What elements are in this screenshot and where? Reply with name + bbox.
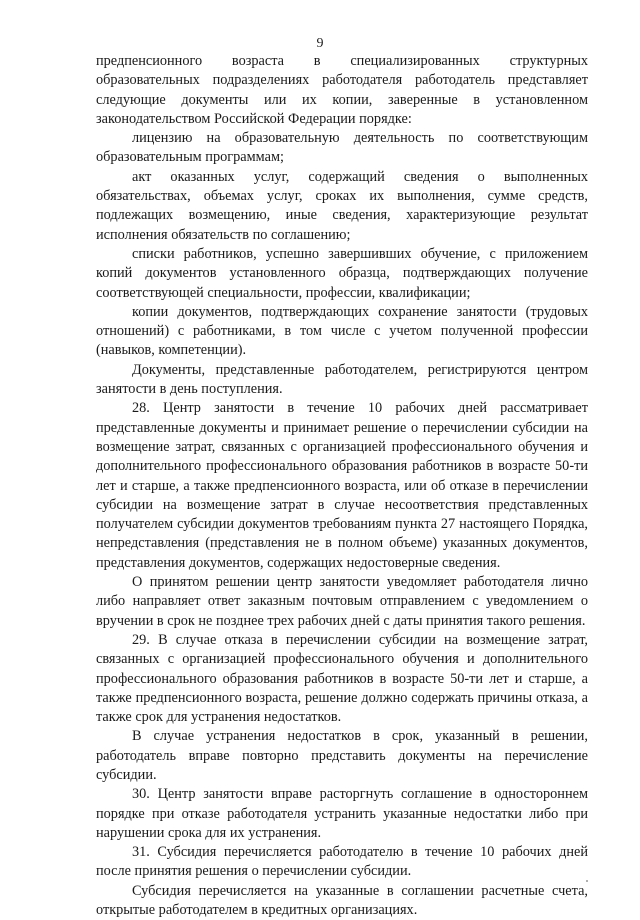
paragraph-item-28: 28. Центр занятости в течение 10 рабочих дней рассматривает представленные документы и принимает решение о перечислении субсидии на возмещение затрат, связанных с организацией профессионального обучения и дополнительного профессионального образования работников в возрасте 50-ти лет и старше, а также предпенсионного возраста, или об отказе в перечислении субсидии на возмещение затрат в случае несоответствия представленных получателем субсидии документов требованиям пункта 27 настоящего Порядка, непредставления (представления не в полном объеме) указанных документов, представления документов, содержащих недостоверные сведения. xyxy=(96,400,588,571)
scan-mark xyxy=(586,880,588,882)
paragraph-employee-lists: списки работников, успешно завершивших обучение, с приложением копий документов установленного образца, подтверждающих получение соответствующей специальности, профессии, квалификации; xyxy=(96,245,588,301)
paragraph-resubmission: В случае устранения недостатков в срок, указанный в решении, работодатель вправе повторно представить документы на перечисление субсидии. xyxy=(96,728,588,783)
page-number: 9 xyxy=(316,36,324,51)
paragraph-continuation: предпенсионного возраста в специализированных структурных образовательных подразделениях работодателя работодатель представляет следующие документы или их копии, заверенные в установленном законодательством Российской Федерации порядке: xyxy=(96,53,588,127)
paragraph-license: лицензию на образовательную деятельность по соответствующим образовательным программам; xyxy=(96,130,588,166)
paragraph-employment-copies: копии документов, подтверждающих сохранение занятости (трудовых отношений) с работниками, в том числе с учетом полученной профессии (навыков, компетенции). xyxy=(96,303,588,359)
document-body xyxy=(96,52,588,920)
paragraph-registration: Документы, представленные работодателем, регистрируются центром занятости в день поступления. xyxy=(96,361,588,398)
paragraph-services-act: акт оказанных услуг, содержащий сведения о выполненных обязательствах, объемах услуг, сроках их выполнения, сумме средств, подлежащих возмещению, иные сведения, характеризующие результат исполнения обязательств по соглашению; xyxy=(96,168,588,243)
paragraph-item-31: 31. Субсидия перечисляется работодателю в течение 10 рабочих дней после принятия решения о перечислении субсидии. xyxy=(96,844,588,880)
paragraph-item-29: 29. В случае отказа в перечислении субсидии на возмещение затрат, связанных с организацией профессионального обучения и дополнительного профессионального образования работников в возрасте 50-ти лет и старше, а также предпенсионного возраста, решение должно содержать причины отказа, а также срок для устранения недостатков. xyxy=(96,631,588,726)
paragraph-accounts: Субсидия перечисляется на указанные в соглашении расчетные счета, открытые работодателем в кредитных организациях. xyxy=(96,882,588,919)
paragraph-item-30: 30. Центр занятости вправе расторгнуть соглашение в одностороннем порядке при отказе работодателя устранить указанные недостатки либо при нарушении срока для их устранения. xyxy=(96,786,588,841)
paragraph-notification: О принятом решении центр занятости уведомляет работодателя лично либо направляет ответ заказным почтовым отправлением с уведомлением о вручении в срок не позднее трех рабочих дней с даты принятия такого решения. xyxy=(96,574,588,629)
